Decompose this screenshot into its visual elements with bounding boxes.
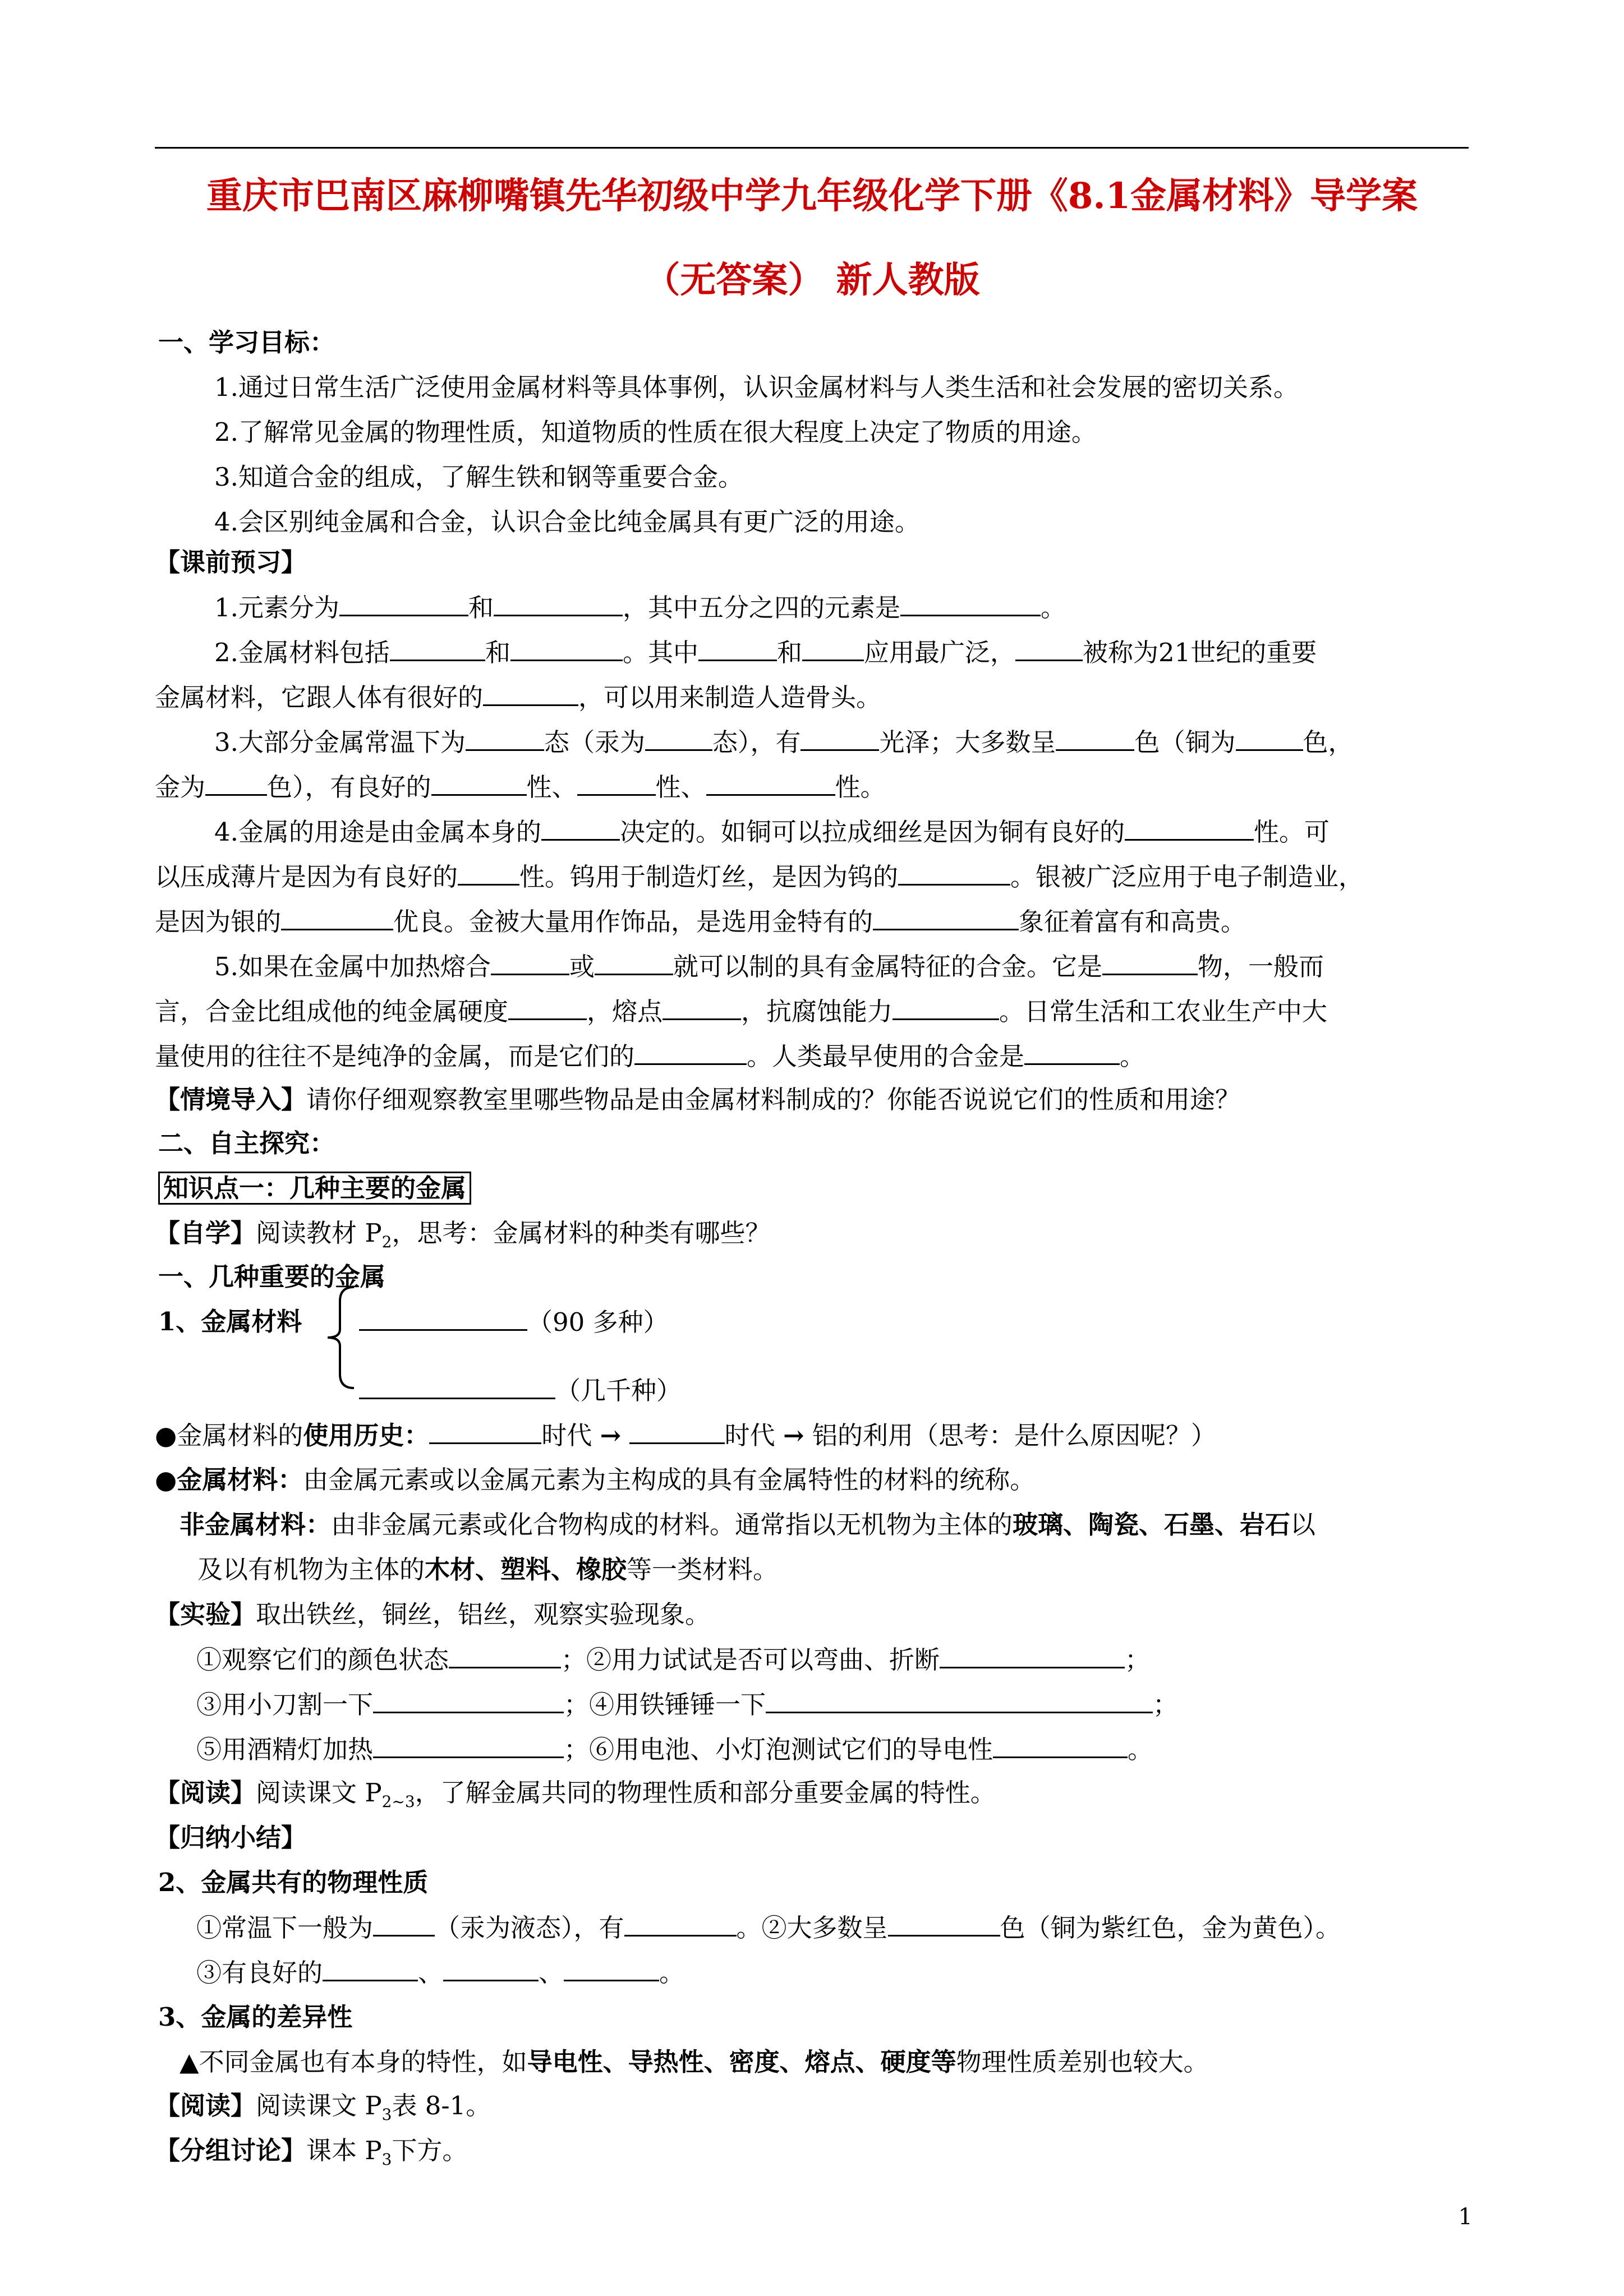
preview-q3-line2: 金为 色），有良好的 性、 性、 性。 xyxy=(155,769,886,805)
self-study: 【自学】阅读教材 $P_2$，思考：金属材料的种类有哪些？ xyxy=(155,1218,771,1251)
metal-material-definition: ●金属材料：由金属元素或以金属元素为主构成的具有金属特性的材料的统称。 xyxy=(155,1465,1036,1495)
experiment-step-3-4: ③用小刀割一下 ；④用铁锤锤一下 ； xyxy=(196,1687,1178,1722)
material-kind-2: （几千种） xyxy=(359,1373,682,1408)
common-properties-line1: ①常温下一般为 （汞为液态），有 。②大多数呈 色（铜为紫红色，金为黄色）。 xyxy=(196,1910,1341,1945)
experiment: 【实验】取出铁丝，铜丝，铝丝，观察实验现象。 xyxy=(155,1599,711,1629)
nonmetal-definition-line1: 非金属材料：由非金属元素或化合物构成的材料。通常指以无机物为主体的玻璃、陶瓷、石墨、岩石以 xyxy=(180,1510,1316,1539)
common-properties-heading: 2、金属共有的物理性质 xyxy=(158,1868,429,1897)
preview-q3-line1: 3.大部分金属常温下为 态（汞为 态），有 光泽；大多数呈 色（铜为 色， xyxy=(214,725,1354,760)
scene-intro: 【情境导入】请你仔细观察教室里哪些物品是由金属材料制成的？你能否说说它们的性质和用途？ xyxy=(155,1085,1241,1114)
page-number: 1 xyxy=(1458,2204,1473,2230)
brace-icon xyxy=(323,1284,357,1391)
preview-heading: 【课前预习】 xyxy=(155,547,307,577)
preview-q2-line1: 2.金属材料包括 和 。其中 和 应用最广泛， 被称为21世纪的重要 xyxy=(214,635,1317,670)
nonmetal-definition-line2: 及以有机物为主体的木材、塑料、橡胶等一类材料。 xyxy=(197,1555,779,1584)
arrow-right-icon: → xyxy=(783,1421,804,1450)
goal-1: 1.通过日常生活广泛使用金属材料等具体事例，认识金属材料与人类生活和社会发展的密切关系。 xyxy=(214,372,1299,402)
preview-q4-line1: 4.金属的用途是由金属本身的 决定的。如铜可以拉成细丝是因为铜有良好的 性。可 xyxy=(214,814,1329,850)
preview-q1: 1.元素分为 和 ，其中五分之四的元素是 。 xyxy=(214,590,1066,625)
preview-q5-line3: 量使用的往往不是纯净的金属，而是它们的 。人类最早使用的合金是 。 xyxy=(155,1039,1145,1074)
usage-history: ●金属材料的使用历史： 时代 → 时代 → 铝的利用（思考：是什么原因呢？） xyxy=(155,1418,1216,1453)
explore-heading: 二、自主探究： xyxy=(158,1128,335,1158)
experiment-step-5-6: ⑤用酒精灯加热 ；⑥用电池、小灯泡测试它们的导电性 。 xyxy=(196,1732,1153,1767)
preview-q4-line2: 以压成薄片是因为有良好的 性。钨用于制造灯丝，是因为钨的 。银被广泛应用于电子制造业， xyxy=(155,859,1364,895)
goal-3: 3.知道合金的组成，了解生铁和钢等重要合金。 xyxy=(214,462,743,492)
experiment-step-1-2: ①观察它们的颜色状态 ；②用力试试是否可以弯曲、折断 ； xyxy=(196,1642,1150,1677)
reading-2: 【阅读】阅读课文 $P_3$表 8-1。 xyxy=(155,2091,491,2124)
group-discussion: 【分组讨论】课本 $P_3$下方。 xyxy=(155,2136,468,2169)
differences-heading: 3、金属的差异性 xyxy=(158,2002,353,2032)
material-kind-1: （90 多种） xyxy=(359,1304,669,1340)
differences-text: ▲不同金属也有本身的特性，如导电性、导热性、密度、熔点、硬度等物理性质差别也较大。 xyxy=(180,2047,1209,2077)
metal-materials-label: 1、金属材料 xyxy=(158,1307,302,1336)
reading-1: 【阅读】阅读课文 $P_{2\sim 3}$，了解金属共同的物理性质和部分重要金属的特性。 xyxy=(155,1778,996,1811)
goals-heading: 一、学习目标： xyxy=(158,328,335,357)
goal-2: 2.了解常见金属的物理性质，知道物质的性质在很大程度上决定了物质的用途。 xyxy=(214,417,1097,447)
preview-q2-line2: 金属材料，它跟人体有很好的 ，可以用来制造人造骨头。 xyxy=(155,680,881,715)
preview-q5-line1: 5.如果在金属中加热熔合 或 就可以制的具有金属特征的合金。它是 物，一般而 xyxy=(214,949,1324,984)
metals-heading: 一、几种重要的金属 xyxy=(158,1262,386,1292)
knowledge-point-1: 知识点一：几种主要的金属 xyxy=(158,1171,471,1206)
preview-q5-line2: 言，合金比组成他的纯金属硬度 ，熔点 ，抗腐蚀能力 。日常生活和工农业生产中大 xyxy=(155,994,1327,1029)
header-rule xyxy=(155,147,1469,149)
document-title-line2: （无答案） 新人教版 xyxy=(644,259,980,301)
preview-q4-line3: 是因为银的 优良。金被大量用作饰品，是选用金特有的 象征着富有和高贵。 xyxy=(155,904,1246,939)
goal-4: 4.会区别纯金属和合金，认识合金比纯金属具有更广泛的用途。 xyxy=(214,507,920,537)
document-title-line1: 重庆市巴南区麻柳嘴镇先华初级中学九年级化学下册《8.1金属材料》导学案 xyxy=(206,175,1418,217)
arrow-right-icon: → xyxy=(600,1421,622,1450)
summary-heading: 【归纳小结】 xyxy=(155,1823,307,1852)
common-properties-line2: ③有良好的 、 、 。 xyxy=(196,1955,684,1990)
